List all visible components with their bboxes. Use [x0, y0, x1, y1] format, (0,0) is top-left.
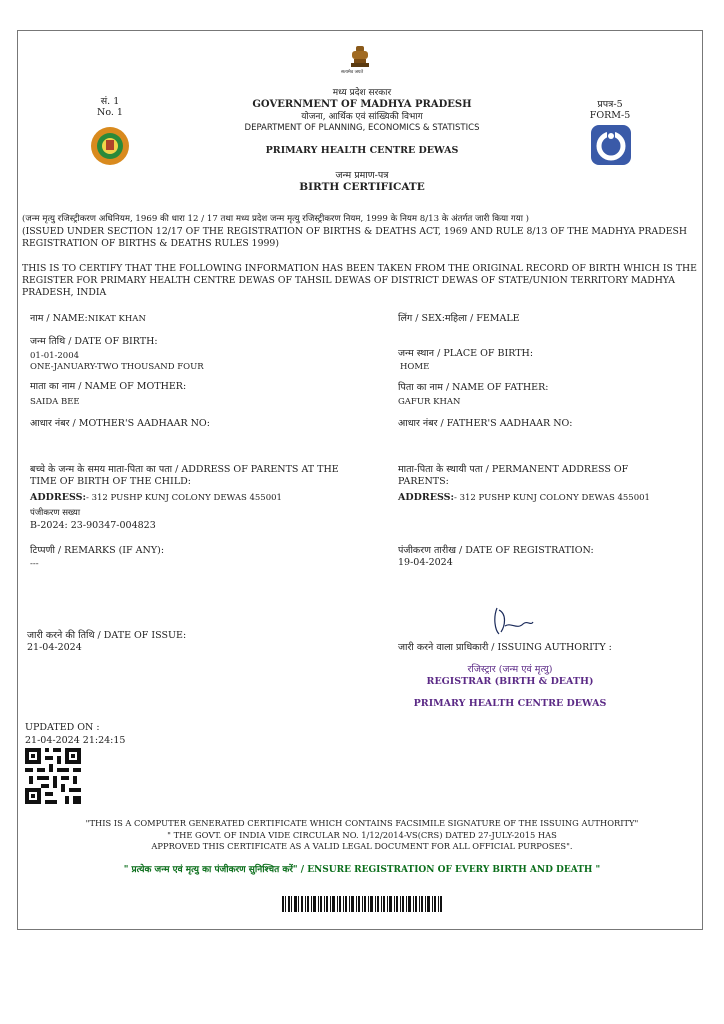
number-label: No. 1	[97, 107, 123, 118]
name-value: NIKAT KHAN	[87, 314, 146, 324]
dob-words: ONE-JANUARY-TWO THOUSAND FOUR	[30, 362, 204, 372]
certificate-title: BIRTH CERTIFICATE	[299, 181, 425, 193]
remarks-label: टिप्पणी / REMARKS (IF ANY):	[30, 545, 165, 556]
reg-date-value: 19-04-2024	[398, 557, 453, 568]
dob-label: जन्म तिथि / DATE OF BIRTH:	[30, 336, 158, 347]
form-hindi: प्रपत्र-5	[597, 99, 623, 110]
barcode	[282, 896, 442, 912]
footer-line-1: "THIS IS A COMPUTER GENERATED CERTIFICATE WHICH CONTAINS FACSIMILE SIGNATURE OF THE ISSUING AUTHORITY"	[85, 818, 639, 828]
reg-no-value: B-2024: 23-90347-004823	[30, 520, 156, 531]
qr-code[interactable]	[25, 747, 81, 805]
mother-label: माता का नाम / NAME OF MOTHER:	[30, 381, 187, 392]
registrar-title: REGISTRAR (BIRTH & DEATH)	[426, 676, 594, 687]
address-birth-value: - 312 PUSHP KUNJ COLONY DEWAS 455001	[86, 493, 282, 503]
legal-english: (ISSUED UNDER SECTION 12/17 OF THE REGISTRATION OF BIRTHS & DEATHS ACT, 1969 AND RULE 8/13 OF THE MADHYA PRADESH REGISTRATION OF BIRTHS & DEATHS RULES 1999)	[22, 226, 687, 249]
slogan-english: / ENSURE REGISTRATION OF EVERY BIRTH AND DEATH "	[297, 865, 601, 875]
government-title: GOVERNMENT OF MADHYA PRADESH	[252, 99, 472, 110]
mother-value: SAIDA BEE	[30, 397, 80, 407]
department-hindi: योजना, आर्थिक एवं सांख्यिकी विभाग	[301, 112, 423, 122]
department-title: DEPARTMENT OF PLANNING, ECONOMICS & STATISTICS	[244, 123, 480, 133]
address-perm-value: - 312 PUSHP KUNJ COLONY DEWAS 455001	[454, 493, 650, 503]
father-value: GAFUR KHAN	[398, 397, 461, 407]
national-emblem	[341, 44, 375, 78]
footer-line-2: " THE GOVT. OF INDIA VIDE CIRCULAR NO. 1/12/2014-VS(CRS) DATED 27-JULY-2015 HAS	[167, 830, 557, 840]
reg-no-label: पंजीकरण सख्‍या	[30, 508, 81, 518]
pob-label: जन्म स्थान / PLACE OF BIRTH:	[398, 348, 534, 359]
dob-value: 01-01-2004	[30, 351, 80, 361]
remarks-value: ---	[30, 559, 39, 569]
issue-date-label: जारी करने की तिथि / DATE OF ISSUE:	[27, 630, 187, 641]
form-label: FORM-5	[589, 110, 631, 121]
certify-statement: THIS IS TO CERTIFY THAT THE FOLLOWING INFORMATION HAS BEEN TAKEN FROM THE ORIGINAL RECORD OF BIRTH WHICH IS THE REGISTER FOR PRIMARY HEALTH CENTRE DEWAS OF TAHSIL DEWAS OF DISTRICT DEWAS OF STATE/UNION TERRITORY MADHYA PRADESH, INDIA	[22, 263, 697, 298]
sex-value: महिला / FEMALE	[444, 313, 520, 324]
sex-label: लिंग / SEX:	[398, 313, 445, 324]
father-aadhaar-label: आधार नंबर / FATHER'S AADHAAR NO:	[398, 418, 573, 429]
mp-state-logo	[90, 126, 130, 166]
sex-row	[398, 313, 520, 325]
address-perm	[398, 492, 650, 504]
address-prefix: ADDRESS:	[30, 492, 87, 503]
state-hindi: मध्य प्रदेश सरकार	[332, 88, 392, 98]
address-perm-label-1: माता-पिता के स्थायी पता / PERMANENT ADDRESS OF	[398, 464, 629, 475]
address-perm-prefix: ADDRESS:	[398, 492, 455, 503]
centre-title: PRIMARY HEALTH CENTRE DEWAS	[265, 145, 459, 156]
issue-date-value: 21-04-2024	[27, 642, 82, 653]
slogan-hindi: " प्रत्येक जन्म एवं मृत्यु का पंजीकरण सुनिश्चित करें"	[123, 865, 298, 875]
address-birth	[30, 492, 282, 504]
title-hindi: जन्म प्रमाण-पत्र	[335, 170, 389, 181]
number-hindi: सं. 1	[100, 96, 120, 107]
slogan	[22, 864, 702, 876]
reg-date-label: पंजीकरण तारीख / DATE OF REGISTRATION:	[398, 545, 594, 556]
footer-line-3: APPROVED THIS CERTIFICATE AS A VALID LEGAL DOCUMENT FOR ALL OFFICIAL PURPOSES".	[151, 841, 573, 851]
issuing-authority-label: जारी करने वाला प्राधिकारी / ISSUING AUTHORITY :	[398, 642, 612, 653]
authority-centre: PRIMARY HEALTH CENTRE DEWAS	[413, 698, 607, 709]
legal-hindi: (जन्म मृत्यु रजिस्ट्रीकरण अधिनियम, 1969 की धारा 12 / 17 तथा मध्य प्रदेश जन्म मृत्यु रजिस्ट्रीकरण नियम, 1999 के नियम 8/13 के अंतर्गत जारी किया गया )	[22, 214, 530, 224]
mother-aadhaar-label: आधार नंबर / MOTHER'S AADHAAR NO:	[30, 418, 210, 429]
updated-value: 21-04-2024 21:24:15	[25, 735, 126, 746]
name-row	[30, 313, 146, 325]
emblem-caption: सत्यमेव जयते	[341, 70, 364, 75]
name-label: नाम / NAME:	[30, 313, 88, 324]
registrar-hindi: रजिस्ट्रार (जन्म एवं मृत्यु)	[467, 664, 553, 675]
updated-label: UPDATED ON :	[25, 722, 100, 733]
address-birth-label-2: TIME OF BIRTH OF THE CHILD:	[30, 476, 191, 487]
address-birth-label-1: बच्चे के जन्म के समय माता-पिता का पता / ADDRESS OF PARENTS AT THE	[30, 464, 339, 475]
address-perm-label-2: PARENTS:	[398, 476, 449, 487]
father-label: पिता का नाम / NAME OF FATHER:	[398, 382, 549, 393]
pob-value: HOME	[400, 362, 430, 372]
signature	[487, 604, 537, 638]
crs-logo	[590, 124, 632, 166]
